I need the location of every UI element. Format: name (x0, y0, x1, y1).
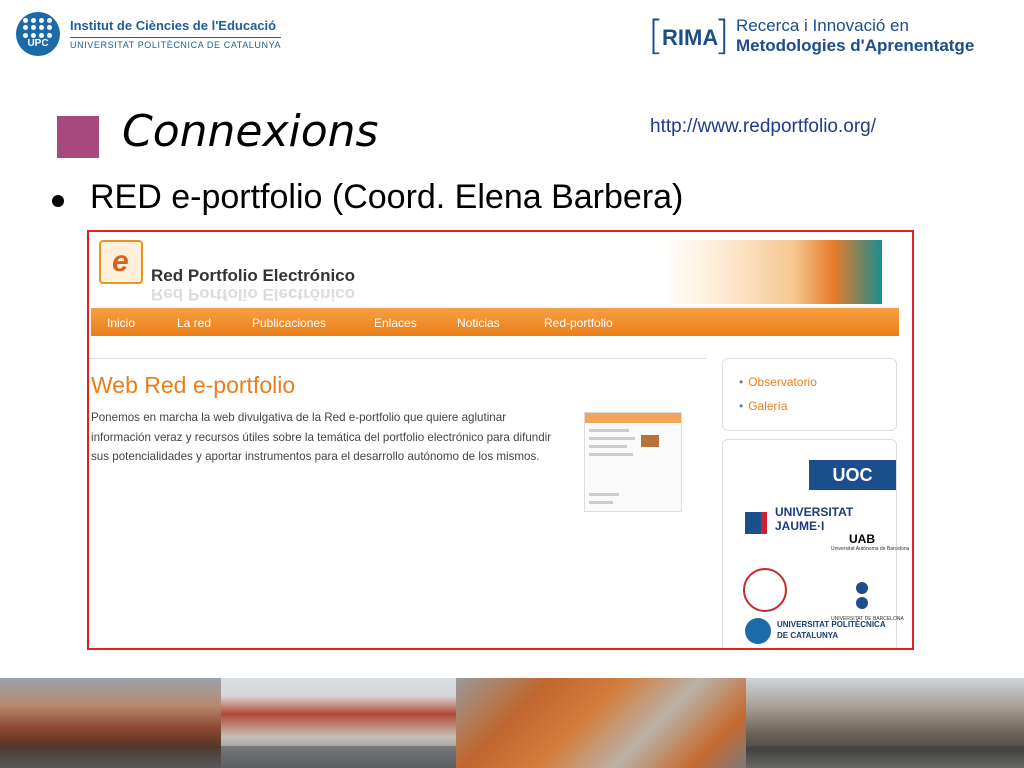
building-photo-1 (0, 678, 221, 768)
upc-logo-line-1: UNIVERSITAT POLITÈCNICA (777, 620, 886, 629)
site-heading: Web Red e-portfolio (91, 372, 296, 398)
uab-logo: UAB (849, 532, 875, 546)
bullet-text: RED e-portfolio (Coord. Elena Barbera) (90, 178, 684, 216)
institute-name: Institut de Ciències de l'Educació (70, 18, 277, 33)
site-name: Red Portfolio Electrónico (151, 266, 356, 285)
nav-item-inicio[interactable]: Inicio (107, 316, 136, 330)
uoc-logo: UOC (809, 460, 896, 490)
rima-line-1: Recerca i Innovació en (736, 16, 909, 35)
ub-logo-icon (856, 582, 870, 612)
rima-line-2: Metodologies d'Aprenentatge (736, 36, 975, 55)
building-photo-4 (746, 678, 1024, 768)
site-nav-bar (91, 308, 899, 336)
nav-item-red-portfolio[interactable]: Red-portfolio (544, 316, 613, 330)
title-square-icon (57, 116, 99, 158)
nav-item-la-red[interactable]: La red (177, 316, 212, 330)
folders-banner-image (662, 240, 882, 304)
upc-logo-text: UPC (27, 38, 49, 49)
slide-title: Connexions (122, 106, 379, 157)
ub-logo-sub: UNIVERSITAT DE BARCELONA (831, 616, 904, 622)
site-name-reflection: Red Portfolio Electrónico (151, 285, 356, 304)
nav-item-enlaces[interactable]: Enlaces (374, 316, 417, 330)
upc-small-logo-icon (745, 618, 771, 644)
uji-logo-line-2: JAUME·I (775, 519, 825, 533)
nav-item-publicaciones[interactable]: Publicaciones (252, 316, 327, 330)
site-thumbnail-image (584, 412, 682, 512)
sidebar-link-galeria[interactable]: • Galería (739, 399, 788, 413)
content-divider (89, 358, 706, 359)
uji-logo-icon (745, 512, 767, 534)
upc-logo-line-2: DE CATALUNYA (777, 631, 839, 640)
bullet-icon (52, 195, 64, 207)
partners-box (722, 439, 910, 650)
portfolio-url-link[interactable]: http://www.redportfolio.org/ (650, 116, 876, 137)
rima-name: RIMA (662, 25, 719, 50)
building-photo-2 (221, 678, 456, 768)
sidebar-link-observatorio[interactable]: • Observatorio (739, 375, 817, 389)
institute-subtitle: UNIVERSITAT POLITÈCNICA DE CATALUNYA (70, 37, 281, 50)
website-screenshot (87, 230, 914, 650)
rima-logo (648, 14, 1008, 60)
upc-logo-icon (16, 12, 60, 56)
sidebar-links-box (722, 358, 897, 431)
uji-logo-line-1: UNIVERSITAT (775, 505, 854, 519)
nav-item-noticias[interactable]: Noticias (457, 316, 500, 330)
bracket-right-icon: ] (714, 13, 730, 59)
building-photo-3 (456, 678, 746, 768)
uab-logo-sub: Universitat Autònoma de Barcelona (831, 546, 910, 552)
site-logo-icon: e (99, 240, 143, 284)
universidad-sevilla-seal-icon (743, 568, 787, 612)
site-intro-text: Ponemos en marcha la web divulgativa de la Red e-portfolio que quiere aglutinar información veraz y recursos útiles sobre la temática del portfolio electrónico para difundir sus potencialidades y aportar instrumentos para el desarrollo autónomo de los mismos. (91, 411, 552, 463)
bracket-left-icon: [ (648, 13, 664, 59)
